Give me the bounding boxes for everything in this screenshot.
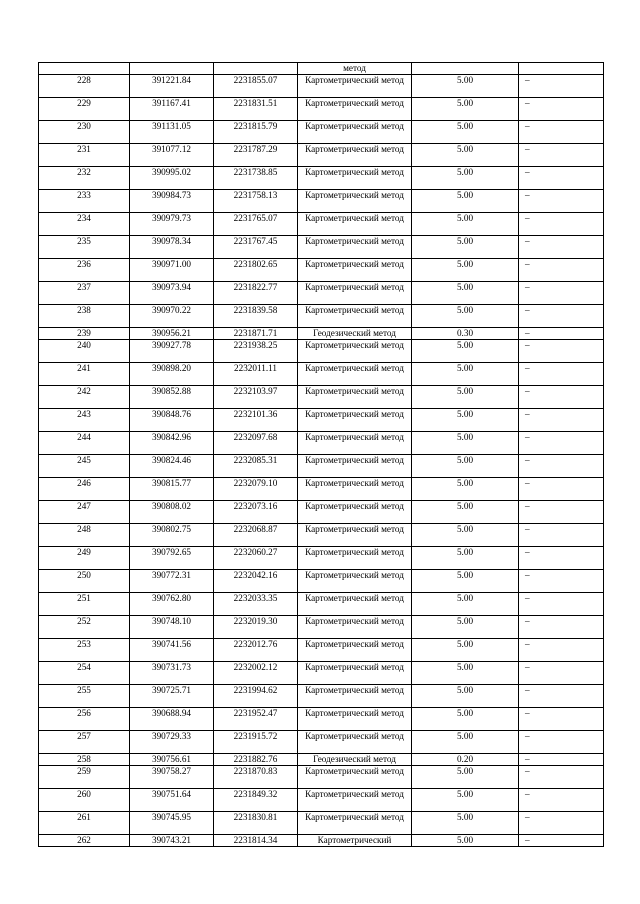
- point-number-cell: 254: [39, 662, 130, 685]
- y-coordinate-cell: 2231882.76: [214, 754, 298, 766]
- description-cell: –: [519, 835, 604, 847]
- description-cell: –: [519, 524, 604, 547]
- description-cell: –: [519, 259, 604, 282]
- x-coordinate-cell: 390741.56: [130, 639, 214, 662]
- x-coordinate-cell: 390756.61: [130, 754, 214, 766]
- description-cell: –: [519, 409, 604, 432]
- point-number-cell: 262: [39, 835, 130, 847]
- y-coordinate-cell: 2231802.65: [214, 259, 298, 282]
- point-number-cell: 241: [39, 363, 130, 386]
- description-cell: –: [519, 501, 604, 524]
- description-cell: –: [519, 547, 604, 570]
- point-number-cell: 229: [39, 98, 130, 121]
- y-coordinate-cell: 2231830.81: [214, 812, 298, 835]
- table-row: [39, 731, 604, 754]
- x-coordinate-cell: 390978.34: [130, 236, 214, 259]
- accuracy-cell: 5.00: [412, 835, 519, 847]
- y-coordinate-cell: 2232019.30: [214, 616, 298, 639]
- accuracy-cell: 5.00: [412, 305, 519, 328]
- x-coordinate-cell: 390842.96: [130, 432, 214, 455]
- table-row: [39, 236, 604, 259]
- accuracy-cell: 5.00: [412, 547, 519, 570]
- accuracy-cell: 5.00: [412, 639, 519, 662]
- method-cell: метод: [298, 63, 412, 75]
- method-cell: Картометрический метод: [298, 259, 412, 282]
- point-number-cell: 253: [39, 639, 130, 662]
- accuracy-cell: 5.00: [412, 259, 519, 282]
- accuracy-cell: 5.00: [412, 363, 519, 386]
- point-number-cell: 231: [39, 144, 130, 167]
- table-row: [39, 386, 604, 409]
- coordinates-table-body: [39, 63, 604, 847]
- x-coordinate-cell: 390824.46: [130, 455, 214, 478]
- point-number-cell: 228: [39, 75, 130, 98]
- accuracy-cell: 5.00: [412, 236, 519, 259]
- y-coordinate-cell: 2232042.16: [214, 570, 298, 593]
- y-coordinate-cell: 2231787.29: [214, 144, 298, 167]
- table-row-fragment: [39, 63, 604, 75]
- x-coordinate-cell: 390729.33: [130, 731, 214, 754]
- table-row: [39, 662, 604, 685]
- y-coordinate-cell: 2231758.13: [214, 190, 298, 213]
- description-cell: –: [519, 455, 604, 478]
- method-cell: Картометрический метод: [298, 662, 412, 685]
- description-cell: –: [519, 363, 604, 386]
- table-row: [39, 570, 604, 593]
- method-cell: Картометрический метод: [298, 455, 412, 478]
- method-cell: Картометрический метод: [298, 386, 412, 409]
- accuracy-cell: 5.00: [412, 190, 519, 213]
- description-cell: –: [519, 478, 604, 501]
- table-row: [39, 812, 604, 835]
- accuracy-cell: 5.00: [412, 731, 519, 754]
- method-cell: Картометрический метод: [298, 812, 412, 835]
- accuracy-cell: 5.00: [412, 662, 519, 685]
- method-cell: Картометрический метод: [298, 363, 412, 386]
- coordinates-table: [38, 62, 604, 847]
- x-coordinate-cell: 390745.95: [130, 812, 214, 835]
- description-cell: –: [519, 731, 604, 754]
- x-coordinate-cell: 390970.22: [130, 305, 214, 328]
- description-cell: –: [519, 305, 604, 328]
- table-row: [39, 501, 604, 524]
- x-coordinate-cell: 390815.77: [130, 478, 214, 501]
- point-number-cell: 234: [39, 213, 130, 236]
- accuracy-cell: 5.00: [412, 478, 519, 501]
- accuracy-cell: 5.00: [412, 593, 519, 616]
- x-coordinate-cell: 390688.94: [130, 708, 214, 731]
- description-cell: –: [519, 432, 604, 455]
- point-number-cell: 236: [39, 259, 130, 282]
- point-number-cell: 260: [39, 789, 130, 812]
- y-coordinate-cell: 2232033.35: [214, 593, 298, 616]
- y-coordinate-cell: 2231915.72: [214, 731, 298, 754]
- accuracy-cell: 0.20: [412, 754, 519, 766]
- accuracy-cell: 5.00: [412, 501, 519, 524]
- method-cell: Картометрический метод: [298, 305, 412, 328]
- y-coordinate-cell: 2231855.07: [214, 75, 298, 98]
- method-cell: Картометрический метод: [298, 409, 412, 432]
- description-cell: –: [519, 812, 604, 835]
- accuracy-cell: 5.00: [412, 144, 519, 167]
- y-coordinate-cell: 2231767.45: [214, 236, 298, 259]
- point-number-cell: 255: [39, 685, 130, 708]
- x-coordinate-cell: 390995.02: [130, 167, 214, 190]
- method-cell: Картометрический метод: [298, 789, 412, 812]
- method-cell: Картометрический метод: [298, 685, 412, 708]
- method-cell: Картометрический метод: [298, 213, 412, 236]
- x-coordinate-cell: 391221.84: [130, 75, 214, 98]
- point-number-cell: 244: [39, 432, 130, 455]
- y-coordinate-cell: 2231815.79: [214, 121, 298, 144]
- accuracy-cell: 5.00: [412, 708, 519, 731]
- table-row: [39, 305, 604, 328]
- point-number-cell: 238: [39, 305, 130, 328]
- table-row: [39, 167, 604, 190]
- x-coordinate-cell: 391077.12: [130, 144, 214, 167]
- accuracy-cell: 5.00: [412, 685, 519, 708]
- description-cell: –: [519, 167, 604, 190]
- point-number-cell: 235: [39, 236, 130, 259]
- accuracy-cell: 5.00: [412, 812, 519, 835]
- y-coordinate-cell: 2231765.07: [214, 213, 298, 236]
- description-cell: –: [519, 616, 604, 639]
- method-cell: Картометрический метод: [298, 616, 412, 639]
- x-coordinate-cell: 390979.73: [130, 213, 214, 236]
- x-coordinate-cell: 390898.20: [130, 363, 214, 386]
- description-cell: –: [519, 708, 604, 731]
- table-row: [39, 213, 604, 236]
- method-cell: Картометрический метод: [298, 547, 412, 570]
- table-row: [39, 616, 604, 639]
- accuracy-cell: 0.30: [412, 328, 519, 340]
- x-coordinate-cell: 390956.21: [130, 328, 214, 340]
- y-coordinate-cell: 2231994.62: [214, 685, 298, 708]
- x-coordinate-cell: 390808.02: [130, 501, 214, 524]
- point-number-cell: 250: [39, 570, 130, 593]
- x-coordinate-cell: 390758.27: [130, 766, 214, 789]
- table-row: [39, 75, 604, 98]
- x-coordinate-cell: 390743.21: [130, 835, 214, 847]
- method-cell: Картометрический метод: [298, 639, 412, 662]
- point-number-cell: 237: [39, 282, 130, 305]
- method-cell: Картометрический метод: [298, 75, 412, 98]
- y-coordinate-cell: 2232011.11: [214, 363, 298, 386]
- accuracy-cell: 5.00: [412, 75, 519, 98]
- method-cell: Картометрический метод: [298, 708, 412, 731]
- accuracy-cell: [412, 63, 519, 75]
- point-number-cell: 247: [39, 501, 130, 524]
- y-coordinate-cell: 2231738.85: [214, 167, 298, 190]
- point-number-cell: 258: [39, 754, 130, 766]
- y-coordinate-cell: 2232101.36: [214, 409, 298, 432]
- method-cell: Картометрический метод: [298, 501, 412, 524]
- method-cell: Картометрический метод: [298, 340, 412, 363]
- y-coordinate-cell: 2232085.31: [214, 455, 298, 478]
- accuracy-cell: 5.00: [412, 340, 519, 363]
- accuracy-cell: 5.00: [412, 766, 519, 789]
- table-row: [39, 328, 604, 340]
- point-number-cell: 259: [39, 766, 130, 789]
- table-row: [39, 524, 604, 547]
- method-cell: Геодезический метод: [298, 754, 412, 766]
- description-cell: –: [519, 340, 604, 363]
- accuracy-cell: 5.00: [412, 282, 519, 305]
- table-row: [39, 409, 604, 432]
- description-cell: –: [519, 754, 604, 766]
- method-cell: Картометрический метод: [298, 432, 412, 455]
- x-coordinate-cell: 390927.78: [130, 340, 214, 363]
- point-number-cell: 242: [39, 386, 130, 409]
- point-number-cell: 232: [39, 167, 130, 190]
- y-coordinate-cell: 2232060.27: [214, 547, 298, 570]
- accuracy-cell: 5.00: [412, 616, 519, 639]
- method-cell: Картометрический метод: [298, 766, 412, 789]
- table-row: [39, 478, 604, 501]
- y-coordinate-cell: 2232073.16: [214, 501, 298, 524]
- y-coordinate-cell: [214, 63, 298, 75]
- description-cell: –: [519, 282, 604, 305]
- x-coordinate-cell: 390751.64: [130, 789, 214, 812]
- y-coordinate-cell: 2232068.87: [214, 524, 298, 547]
- description-cell: –: [519, 75, 604, 98]
- point-number-cell: 252: [39, 616, 130, 639]
- y-coordinate-cell: 2231831.51: [214, 98, 298, 121]
- method-cell: Картометрический метод: [298, 167, 412, 190]
- table-row: [39, 766, 604, 789]
- table-row: [39, 121, 604, 144]
- method-cell: Картометрический метод: [298, 524, 412, 547]
- point-number-cell: 261: [39, 812, 130, 835]
- x-coordinate-cell: 390973.94: [130, 282, 214, 305]
- y-coordinate-cell: 2231952.47: [214, 708, 298, 731]
- x-coordinate-cell: 390762.80: [130, 593, 214, 616]
- table-row: [39, 685, 604, 708]
- table-row: [39, 835, 604, 847]
- description-cell: –: [519, 190, 604, 213]
- x-coordinate-cell: 390852.88: [130, 386, 214, 409]
- x-coordinate-cell: 390984.73: [130, 190, 214, 213]
- y-coordinate-cell: 2231822.77: [214, 282, 298, 305]
- y-coordinate-cell: 2232097.68: [214, 432, 298, 455]
- x-coordinate-cell: 390731.73: [130, 662, 214, 685]
- description-cell: –: [519, 98, 604, 121]
- table-row: [39, 363, 604, 386]
- method-cell: Картометрический метод: [298, 236, 412, 259]
- table-row: [39, 259, 604, 282]
- description-cell: [519, 63, 604, 75]
- method-cell: Картометрический метод: [298, 190, 412, 213]
- coordinates-table-page: [38, 62, 603, 847]
- x-coordinate-cell: 391167.41: [130, 98, 214, 121]
- accuracy-cell: 5.00: [412, 386, 519, 409]
- table-row: [39, 98, 604, 121]
- accuracy-cell: 5.00: [412, 570, 519, 593]
- table-row: [39, 639, 604, 662]
- description-cell: –: [519, 213, 604, 236]
- method-cell: Картометрический метод: [298, 478, 412, 501]
- table-row: [39, 144, 604, 167]
- description-cell: –: [519, 766, 604, 789]
- description-cell: –: [519, 328, 604, 340]
- accuracy-cell: 5.00: [412, 121, 519, 144]
- table-row: [39, 340, 604, 363]
- y-coordinate-cell: 2232079.10: [214, 478, 298, 501]
- y-coordinate-cell: 2231839.58: [214, 305, 298, 328]
- point-number-cell: 248: [39, 524, 130, 547]
- point-number-cell: 249: [39, 547, 130, 570]
- y-coordinate-cell: 2231849.32: [214, 789, 298, 812]
- description-cell: –: [519, 570, 604, 593]
- point-number-cell: 251: [39, 593, 130, 616]
- description-cell: –: [519, 386, 604, 409]
- method-cell: Картометрический метод: [298, 570, 412, 593]
- y-coordinate-cell: 2231871.71: [214, 328, 298, 340]
- point-number-cell: 246: [39, 478, 130, 501]
- table-row: [39, 547, 604, 570]
- description-cell: –: [519, 593, 604, 616]
- description-cell: –: [519, 639, 604, 662]
- description-cell: –: [519, 662, 604, 685]
- method-cell: Картометрический метод: [298, 282, 412, 305]
- y-coordinate-cell: 2231938.25: [214, 340, 298, 363]
- table-row: [39, 593, 604, 616]
- point-number-cell: 230: [39, 121, 130, 144]
- description-cell: –: [519, 789, 604, 812]
- table-row: [39, 432, 604, 455]
- method-cell: Картометрический метод: [298, 98, 412, 121]
- accuracy-cell: 5.00: [412, 432, 519, 455]
- x-coordinate-cell: [130, 63, 214, 75]
- x-coordinate-cell: 390792.65: [130, 547, 214, 570]
- x-coordinate-cell: 391131.05: [130, 121, 214, 144]
- point-number-cell: 239: [39, 328, 130, 340]
- x-coordinate-cell: 390802.75: [130, 524, 214, 547]
- point-number-cell: 257: [39, 731, 130, 754]
- table-row: [39, 455, 604, 478]
- point-number-cell: 240: [39, 340, 130, 363]
- method-cell: Картометрический: [298, 835, 412, 847]
- accuracy-cell: 5.00: [412, 789, 519, 812]
- point-number-cell: 245: [39, 455, 130, 478]
- table-row: [39, 282, 604, 305]
- x-coordinate-cell: 390848.76: [130, 409, 214, 432]
- point-number-cell: 256: [39, 708, 130, 731]
- x-coordinate-cell: 390748.10: [130, 616, 214, 639]
- method-cell: Картометрический метод: [298, 144, 412, 167]
- y-coordinate-cell: 2232103.97: [214, 386, 298, 409]
- description-cell: –: [519, 236, 604, 259]
- accuracy-cell: 5.00: [412, 524, 519, 547]
- point-number-cell: 243: [39, 409, 130, 432]
- method-cell: Геодезический метод: [298, 328, 412, 340]
- method-cell: Картометрический метод: [298, 593, 412, 616]
- description-cell: –: [519, 121, 604, 144]
- accuracy-cell: 5.00: [412, 455, 519, 478]
- table-row: [39, 789, 604, 812]
- point-number-cell: 233: [39, 190, 130, 213]
- accuracy-cell: 5.00: [412, 167, 519, 190]
- accuracy-cell: 5.00: [412, 213, 519, 236]
- table-row: [39, 190, 604, 213]
- description-cell: –: [519, 144, 604, 167]
- x-coordinate-cell: 390725.71: [130, 685, 214, 708]
- y-coordinate-cell: 2231870.83: [214, 766, 298, 789]
- x-coordinate-cell: 390772.31: [130, 570, 214, 593]
- x-coordinate-cell: 390971.00: [130, 259, 214, 282]
- y-coordinate-cell: 2231814.34: [214, 835, 298, 847]
- table-row: [39, 754, 604, 766]
- accuracy-cell: 5.00: [412, 409, 519, 432]
- table-row: [39, 708, 604, 731]
- description-cell: –: [519, 685, 604, 708]
- point-number-cell: [39, 63, 130, 75]
- method-cell: Картометрический метод: [298, 731, 412, 754]
- y-coordinate-cell: 2232002.12: [214, 662, 298, 685]
- y-coordinate-cell: 2232012.76: [214, 639, 298, 662]
- method-cell: Картометрический метод: [298, 121, 412, 144]
- accuracy-cell: 5.00: [412, 98, 519, 121]
